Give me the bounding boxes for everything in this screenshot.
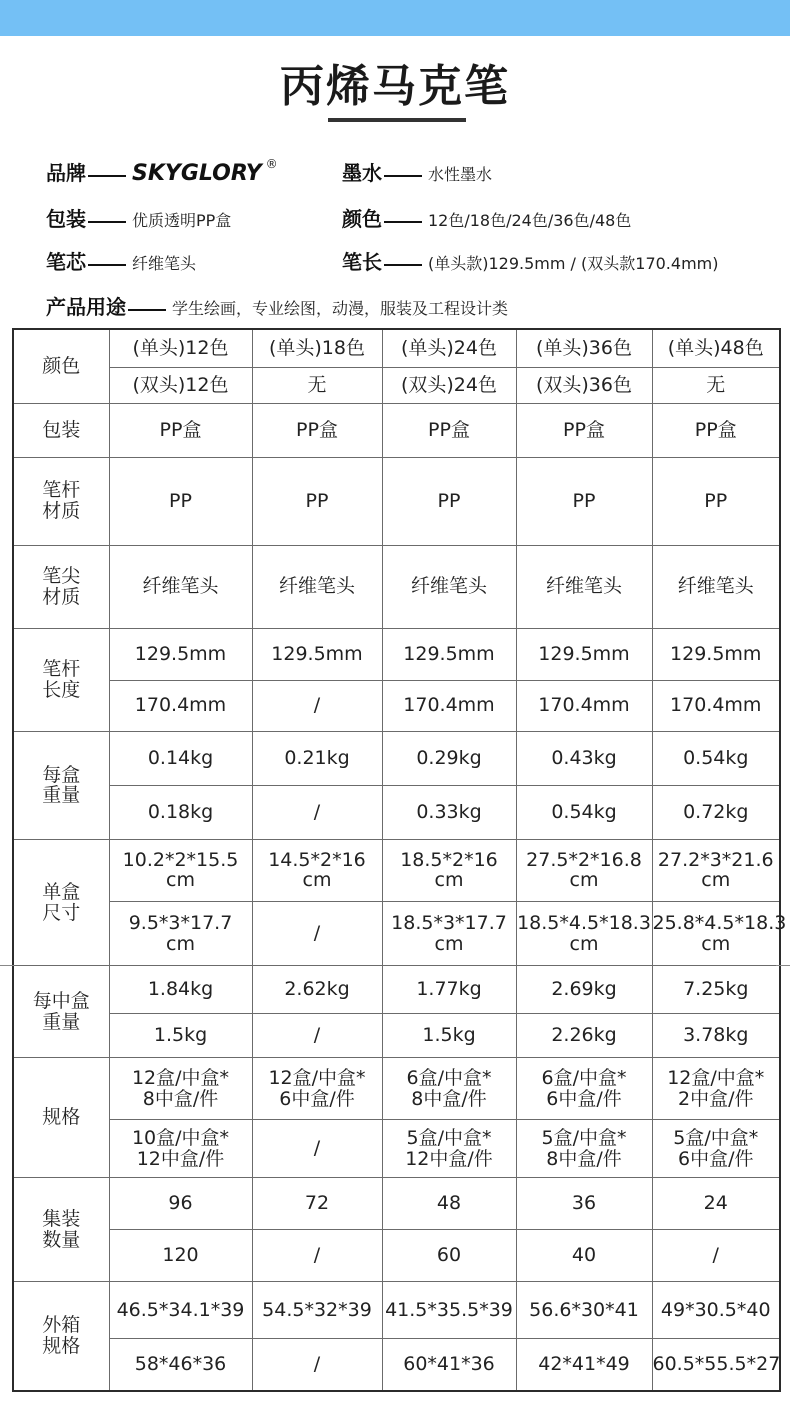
table-row — [13, 785, 780, 839]
cell-line: cm — [434, 932, 464, 955]
row-label-line: 笔尖 — [42, 564, 81, 587]
table-row — [13, 1058, 780, 1120]
table-cell — [109, 902, 252, 966]
cell-line: / — [313, 1137, 321, 1160]
cell-line: 10.2*2*15.5 — [122, 848, 239, 871]
row-label-barrel-material — [13, 457, 109, 545]
row-label-carton — [13, 1282, 109, 1391]
row-label-line: 材质 — [42, 585, 81, 608]
spec-length-value: (单头款)129.5mm / (双头款170.4mm) — [428, 254, 719, 273]
spec-dash — [384, 264, 422, 266]
table-cell: 0.18kg — [109, 785, 252, 839]
row-label-line: 外箱 — [42, 1314, 81, 1337]
table-cell: PP — [516, 457, 652, 545]
row-label-box-weight — [13, 731, 109, 839]
table-row — [13, 367, 780, 403]
cell-line: 12中盒/件 — [405, 1147, 493, 1170]
table-cell: / — [252, 680, 382, 731]
cell-line: cm — [434, 869, 464, 892]
table-cell: 纤维笔头 — [382, 545, 516, 628]
cell-line: 18.5*3*17.7 — [391, 911, 507, 934]
row-label-box-size — [13, 839, 109, 965]
row-label-line: 数量 — [42, 1228, 81, 1251]
cell-line: cm — [701, 869, 731, 892]
table-cell: 96 — [109, 1178, 252, 1230]
table-cell: 0.33kg — [382, 785, 516, 839]
table-cell: (双头)12色 — [109, 367, 252, 403]
row-label-line: 笔杆 — [42, 657, 81, 680]
cell-line: 25.8*4.5*18.3 — [652, 911, 787, 934]
table-cell: (单头)24色 — [382, 329, 516, 367]
table-row — [13, 1014, 780, 1058]
divider — [0, 965, 14, 966]
spec-dash — [384, 221, 422, 223]
cell-line: 6盒/中盒* — [406, 1066, 492, 1089]
table-row — [13, 628, 780, 680]
table-cell: 无 — [652, 367, 780, 403]
cell-line: 6中盒/件 — [546, 1087, 622, 1110]
spec-dash — [88, 221, 126, 223]
spec-usage-value: 学生绘画，专业绘图，动漫，服装及工程设计类 — [172, 299, 509, 318]
table-row — [13, 731, 780, 785]
table-cell: 0.54kg — [516, 785, 652, 839]
table-cell: 1.5kg — [382, 1014, 516, 1058]
cell-line: 6盒/中盒* — [541, 1066, 627, 1089]
spec-core-value: 纤维笔头 — [132, 254, 197, 273]
cell-line: 27.5*2*16.8 — [526, 848, 642, 871]
table-row — [13, 680, 780, 731]
table-cell: 42*41*49 — [516, 1339, 652, 1391]
row-label-tip-material — [13, 545, 109, 628]
table-cell: 41.5*35.5*39 — [382, 1282, 516, 1339]
table-cell: 0.29kg — [382, 731, 516, 785]
spec-dash — [88, 264, 126, 266]
spec-core — [46, 246, 196, 275]
table-cell: 7.25kg — [652, 966, 780, 1014]
spec-package — [46, 203, 231, 232]
row-label-line: 每中盒 — [32, 989, 90, 1012]
table-cell — [109, 1058, 252, 1120]
table-cell: (双头)24色 — [382, 367, 516, 403]
table-cell: 40 — [516, 1230, 652, 1282]
row-label-barrel-length — [13, 628, 109, 731]
table-row — [13, 839, 780, 901]
table-cell: 60*41*36 — [382, 1339, 516, 1391]
table-cell: / — [652, 1230, 780, 1282]
table-cell: PP — [382, 457, 516, 545]
table-cell: PP — [109, 457, 252, 545]
table-cell: / — [252, 1230, 382, 1282]
spec-length — [342, 246, 719, 275]
table-row — [13, 1120, 780, 1178]
table-cell: 纤维笔头 — [652, 545, 780, 628]
spec-usage — [46, 291, 508, 320]
table-cell — [652, 1120, 780, 1178]
table-cell — [252, 1058, 382, 1120]
table-cell: 72 — [252, 1178, 382, 1230]
row-label-line: 单盒 — [42, 880, 81, 903]
table-cell: 56.6*30*41 — [516, 1282, 652, 1339]
table-cell: 3.78kg — [652, 1014, 780, 1058]
table-cell: 58*46*36 — [109, 1339, 252, 1391]
table-cell: 0.21kg — [252, 731, 382, 785]
table-cell: 49*30.5*40 — [652, 1282, 780, 1339]
table-cell: (单头)18色 — [252, 329, 382, 367]
table-cell: / — [252, 1014, 382, 1058]
page-title: 丙烯马克笔 — [280, 61, 510, 112]
table-cell: 纤维笔头 — [109, 545, 252, 628]
table-cell: / — [252, 1339, 382, 1391]
cell-line: 12中盒/件 — [136, 1147, 225, 1170]
table-cell — [516, 1120, 652, 1178]
table-cell: 129.5mm — [382, 628, 516, 680]
table-row — [13, 1282, 780, 1339]
cell-line: cm — [701, 932, 731, 955]
table-cell: 129.5mm — [652, 628, 780, 680]
spec-ink — [342, 157, 492, 186]
spec-usage-label: 产品用途 — [46, 295, 126, 319]
table-row — [13, 902, 780, 966]
table-cell — [382, 1120, 516, 1178]
spec-color-value: 12色/18色/24色/36色/48色 — [428, 211, 632, 230]
table-cell: 2.26kg — [516, 1014, 652, 1058]
table-cell: PP — [252, 457, 382, 545]
cell-line: / — [313, 922, 321, 945]
spec-length-label: 笔长 — [342, 250, 382, 274]
table-cell — [516, 839, 652, 901]
table-cell: 纤维笔头 — [252, 545, 382, 628]
table-cell — [252, 1120, 382, 1178]
spec-color — [342, 203, 631, 232]
table-cell: (双头)36色 — [516, 367, 652, 403]
table-cell: 0.54kg — [652, 731, 780, 785]
row-label-package: 包装 — [13, 403, 109, 457]
cell-line: 18.5*4.5*18.3 — [517, 911, 651, 934]
table-cell — [652, 902, 787, 966]
cell-line: 5盒/中盒* — [406, 1126, 492, 1149]
table-cell — [382, 1058, 516, 1120]
cell-line: 8中盒/件 — [411, 1087, 487, 1110]
table-cell: 170.4mm — [382, 680, 516, 731]
row-label-line: 重量 — [42, 1010, 81, 1033]
cell-line: cm — [166, 932, 195, 955]
table-cell: 2.69kg — [516, 966, 652, 1014]
title-underline — [328, 118, 466, 122]
table-cell: 48 — [382, 1178, 516, 1230]
spec-ink-value: 水性墨水 — [428, 165, 493, 184]
cell-line: 6中盒/件 — [279, 1087, 355, 1110]
cell-line: 12盒/中盒* — [268, 1066, 366, 1089]
table-cell: 129.5mm — [252, 628, 382, 680]
row-label-line: 尺寸 — [42, 901, 81, 924]
table-cell: PP盒 — [252, 403, 382, 457]
spec-dash — [88, 175, 126, 177]
table-cell: (单头)48色 — [652, 329, 780, 367]
spec-package-label: 包装 — [46, 207, 86, 231]
spec-brand — [46, 157, 278, 186]
cell-line: 5盒/中盒* — [673, 1126, 759, 1149]
brand-logo: SKYGLORY — [132, 161, 262, 186]
divider — [776, 965, 790, 966]
table-cell: PP盒 — [652, 403, 780, 457]
table-cell — [252, 902, 382, 966]
table-cell: 1.84kg — [109, 966, 252, 1014]
registered-mark: ® — [265, 157, 278, 171]
top-accent-bar — [0, 0, 790, 36]
cell-line: 2中盒/件 — [678, 1087, 754, 1110]
spec-package-value: 优质透明PP盒 — [132, 211, 232, 230]
cell-line: 8中盒/件 — [142, 1087, 219, 1110]
row-label-quantity — [13, 1178, 109, 1282]
table-row — [13, 457, 780, 545]
table-cell: 170.4mm — [652, 680, 780, 731]
table-cell: 2.62kg — [252, 966, 382, 1014]
cell-line: cm — [302, 869, 332, 892]
table-cell: (单头)12色 — [109, 329, 252, 367]
table-cell — [516, 1058, 652, 1120]
table-cell: PP盒 — [109, 403, 252, 457]
table-cell: 129.5mm — [516, 628, 652, 680]
table-row — [13, 966, 780, 1014]
table-cell: 0.43kg — [516, 731, 652, 785]
table-cell — [652, 839, 780, 901]
row-label-line: 每盒 — [42, 763, 81, 786]
row-label-color: 颜色 — [13, 329, 109, 403]
table-row — [13, 545, 780, 628]
cell-line: 5盒/中盒* — [541, 1126, 627, 1149]
table-cell: 60 — [382, 1230, 516, 1282]
table-cell: 170.4mm — [109, 680, 252, 731]
row-label-line: 集装 — [42, 1207, 81, 1230]
spec-dash — [384, 175, 422, 177]
table-cell — [382, 902, 516, 966]
cell-line: 27.2*3*21.6 — [657, 848, 774, 871]
table-cell: 无 — [252, 367, 382, 403]
spec-core-label: 笔芯 — [46, 250, 86, 274]
table-cell: 60.5*55.5*27 — [652, 1339, 780, 1391]
cell-line: 10盒/中盒* — [131, 1126, 230, 1149]
table-cell: 46.5*34.1*39 — [109, 1282, 252, 1339]
table-row — [13, 329, 780, 367]
row-label-line: 重量 — [42, 784, 81, 807]
row-label-line: 长度 — [42, 678, 81, 701]
table-cell: 36 — [516, 1178, 652, 1230]
cell-line: 8中盒/件 — [546, 1147, 622, 1170]
table-cell: 120 — [109, 1230, 252, 1282]
cell-line: cm — [166, 869, 195, 892]
table-row — [13, 403, 780, 457]
table-cell: (单头)36色 — [516, 329, 652, 367]
cell-line: 6中盒/件 — [678, 1147, 754, 1170]
table-cell: 170.4mm — [516, 680, 652, 731]
table-cell: PP盒 — [516, 403, 652, 457]
table-cell: 纤维笔头 — [516, 545, 652, 628]
row-label-line: 规格 — [42, 1335, 81, 1358]
table-cell: 0.72kg — [652, 785, 780, 839]
cell-line: 12盒/中盒* — [667, 1066, 765, 1089]
cell-line: 14.5*2*16 — [268, 848, 366, 871]
cell-line: 18.5*2*16 — [400, 848, 498, 871]
table-cell: / — [252, 785, 382, 839]
table-cell — [652, 1058, 780, 1120]
table-cell: 0.14kg — [109, 731, 252, 785]
cell-line: cm — [569, 869, 599, 892]
spec-dash — [128, 309, 166, 311]
cell-line: cm — [569, 932, 599, 955]
table-cell: 1.77kg — [382, 966, 516, 1014]
table-row — [13, 1339, 780, 1391]
table-cell: 54.5*32*39 — [252, 1282, 382, 1339]
table-cell: PP盒 — [382, 403, 516, 457]
table-cell — [109, 1120, 252, 1178]
cell-line: 12盒/中盒* — [131, 1066, 230, 1089]
table-cell — [252, 839, 382, 901]
spec-ink-label: 墨水 — [342, 161, 382, 185]
row-label-spec: 规格 — [13, 1058, 109, 1178]
spec-color-label: 颜色 — [342, 207, 382, 231]
row-label-line: 材质 — [42, 500, 81, 523]
table-row — [13, 1178, 780, 1230]
table-cell: 1.5kg — [109, 1014, 252, 1058]
table-cell — [382, 839, 516, 901]
spec-table — [12, 328, 787, 1392]
table-cell: 24 — [652, 1178, 780, 1230]
table-row — [13, 1230, 780, 1282]
table-cell: PP — [652, 457, 780, 545]
cell-line: 9.5*3*17.7 — [128, 911, 233, 934]
table-cell — [109, 839, 252, 901]
row-label-line: 笔杆 — [42, 479, 81, 502]
table-cell: 129.5mm — [109, 628, 252, 680]
spec-brand-label: 品牌 — [46, 161, 86, 185]
table-cell — [516, 902, 652, 966]
row-label-mid-box-weight — [13, 966, 109, 1058]
